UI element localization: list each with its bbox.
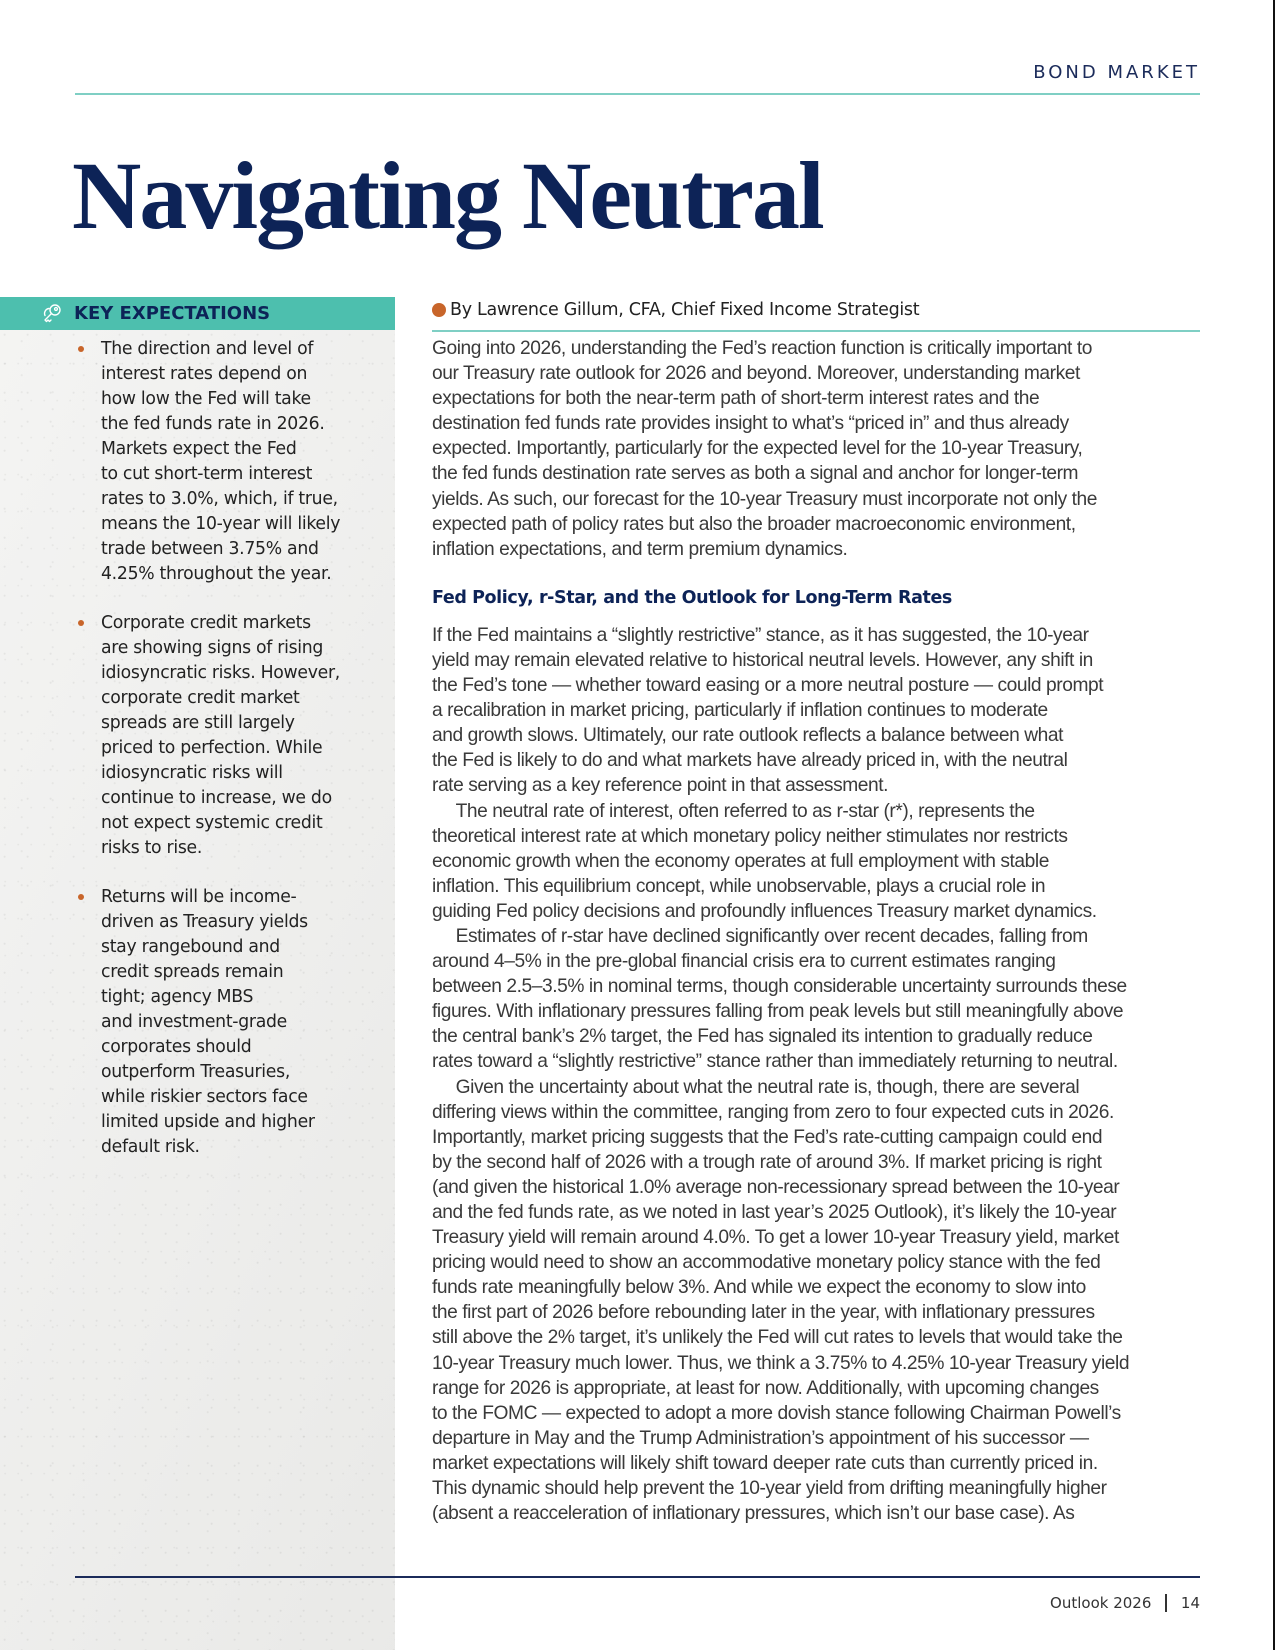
body-line: This dynamic should help prevent the 10-year yield from drifting meaningfully higher (432, 1477, 1107, 1500)
key-expectation-line: stay rangebound and (101, 937, 280, 957)
body-line: inflation expectations, and term premium dynamics. (432, 537, 848, 560)
body-line: the fed funds destination rate serves as both a signal and anchor for longer-term (432, 462, 1079, 485)
key-expectation-line: Corporate credit markets (101, 613, 311, 633)
key-expectations-header (0, 297, 395, 330)
body-line: our Treasury rate outlook for 2026 and beyond. Moreover, understanding market (432, 362, 1080, 385)
body-paragraph (432, 924, 1212, 1075)
body-line: expected. Importantly, particularly for the expected level for the 10-year Treasury, (432, 437, 1083, 460)
key-expectation-line: driven as Treasury yields (101, 912, 308, 932)
key-icon (40, 302, 64, 326)
section-label: BOND MARKET (1033, 62, 1200, 83)
body-paragraph (432, 623, 1212, 799)
key-expectation-line: Returns will be income- (101, 887, 297, 907)
key-expectation-line: Markets expect the Fed (101, 439, 297, 459)
key-expectation-line: corporate credit market (101, 688, 300, 708)
body-line: pricing would need to show an accommodative monetary policy stance with the fed (432, 1251, 1101, 1274)
section-subhead: Fed Policy, r-Star, and the Outlook for Long-Term Rates (432, 587, 952, 608)
bullet-icon (78, 894, 84, 900)
footer-rule (75, 1576, 1200, 1578)
key-expectation-line: rates to 3.0%, which, if true, (101, 489, 338, 509)
body-line: theoretical interest rate at which monetary policy neither stimulates nor restricts (432, 824, 1068, 847)
body-line: destination fed funds rate provides insight to what’s “priced in” and thus already (432, 412, 1069, 435)
key-expectations-sidebar (0, 297, 395, 1650)
key-expectations-title: KEY EXPECTATIONS (74, 303, 271, 324)
body-line: the first part of 2026 before rebounding later in the year, with inflationary pressures (432, 1301, 1095, 1324)
body-paragraph (432, 799, 1212, 924)
body-line: still above the 2% target, it’s unlikely the Fed will cut rates to levels that would take the (432, 1326, 1123, 1349)
key-expectations-list (0, 337, 395, 1184)
key-expectation-line: risks to rise. (101, 838, 203, 858)
key-expectation-line: idiosyncratic risks will (101, 763, 283, 783)
body-paragraph (432, 1075, 1212, 1527)
page-title: Navigating Neutral (72, 142, 823, 249)
body-line: between 2.5–3.5% in nominal terms, though considerable uncertainty surrounds these (432, 975, 1127, 998)
key-expectation-line: credit spreads remain (101, 962, 284, 982)
intro-paragraph (432, 336, 1212, 562)
body-line: and the fed funds rate, as we noted in last year’s 2025 Outlook), it’s likely the 10-year (432, 1201, 1117, 1223)
body-line: rates toward a “slightly restrictive” stance rather than immediately returning to neutral. (432, 1050, 1118, 1073)
publication-name: Outlook 2026 (1050, 1594, 1152, 1612)
key-expectation-line: not expect systemic credit (101, 813, 323, 833)
body-line: the central bank’s 2% target, the Fed has signaled its intention to gradually reduce (432, 1025, 1093, 1048)
body-line: funds rate meaningfully below 3%. And while we expect the economy to slow into (432, 1276, 1086, 1299)
body-line: figures. With inflationary pressures falling from peak levels but still meaningfully above (432, 1000, 1124, 1023)
key-expectation-line: and investment-grade (101, 1012, 287, 1032)
key-expectation-line: idiosyncratic risks. However, (101, 663, 340, 683)
body-line: departure in May and the Trump Administration’s appointment of his successor — (432, 1426, 1089, 1449)
top-rule (75, 93, 1200, 95)
key-expectation-line: The direction and level of (101, 339, 314, 359)
body-line: yields. As such, our forecast for the 10-year Treasury must incorporate not only the (432, 487, 1097, 510)
bullet-icon (78, 620, 84, 626)
key-expectation-line: 4.25% throughout the year. (101, 564, 332, 584)
body-line: inflation. This equilibrium concept, while unobservable, plays a crucial role in (432, 874, 1046, 897)
key-expectation-line: limited upside and higher (101, 1112, 315, 1132)
key-expectation-line: default risk. (101, 1137, 200, 1157)
key-expectation-line: while riskier sectors face (101, 1087, 308, 1107)
page-number: 14 (1180, 1594, 1200, 1612)
article-body (432, 336, 1212, 1526)
body-line: Treasury yield will remain around 4.0%. To get a lower 10-year Treasury yield, market (432, 1226, 1119, 1249)
body-line: market expectations will likely shift toward deeper rate cuts than currently priced in. (432, 1451, 1098, 1474)
byline-rule (432, 330, 1200, 332)
body-line: (and given the historical 1.0% average non-recessionary spread between the 10-year (432, 1175, 1120, 1198)
key-expectation-item (0, 611, 395, 861)
body-line: economic growth when the economy operates at full employment with stable (432, 849, 1049, 872)
byline (432, 300, 919, 320)
key-expectation-line: interest rates depend on (101, 364, 308, 384)
body-line: guiding Fed policy decisions and profoundly influences Treasury market dynamics. (432, 899, 1097, 922)
body-line: yield may remain elevated relative to historical neutral levels. However, any shift in (432, 648, 1093, 671)
key-expectation-line: corporates should (101, 1037, 252, 1057)
key-expectation-line: spreads are still largely (101, 713, 295, 733)
body-line: The neutral rate of interest, often referred to as r-star (r*), represents the (455, 799, 1035, 822)
body-line: differing views within the committee, ranging from zero to four expected cuts in 2026. (432, 1100, 1114, 1123)
key-expectation-item (0, 885, 395, 1160)
key-expectation-line: trade between 3.75% and (101, 539, 319, 559)
body-line: the Fed’s tone — whether toward easing or a more neutral posture — could prompt (432, 674, 1104, 697)
bullet-icon (78, 346, 84, 352)
key-expectation-line: the fed funds rate in 2026. (101, 414, 325, 434)
body-line: and growth slows. Ultimately, our rate outlook reflects a balance between what (432, 724, 1064, 747)
body-line: range for 2026 is appropriate, at least for now. Additionally, with upcoming changes (432, 1376, 1099, 1399)
body-line: expected path of policy rates but also the broader macroeconomic environment, (432, 512, 1076, 535)
body-line: to the FOMC — expected to adopt a more dovish stance following Chairman Powell’s (432, 1401, 1121, 1424)
body-line: rate serving as a key reference point in that assessment. (432, 774, 889, 797)
key-expectation-line: how low the Fed will take (101, 389, 311, 409)
body-line: Estimates of r-star have declined significantly over recent decades, falling from (455, 924, 1088, 947)
body-line: expectations for both the near-term path of short-term interest rates and the (432, 387, 1040, 410)
body-line: the Fed is likely to do and what markets have already priced in, with the neutral (432, 749, 1068, 772)
key-expectation-line: to cut short-term interest (101, 464, 313, 484)
footer-separator (1165, 1594, 1167, 1612)
body-line: Given the uncertainty about what the neutral rate is, though, there are several (455, 1075, 1080, 1098)
page-footer (1050, 1594, 1200, 1612)
key-expectation-line: are showing signs of rising (101, 638, 324, 658)
body-line: Importantly, market pricing suggests that the Fed’s rate-cutting campaign could end (432, 1125, 1103, 1148)
key-expectation-line: continue to increase, we do (101, 788, 332, 808)
key-expectation-line: tight; agency MBS (101, 987, 254, 1007)
body-line: around 4–5% in the pre-global financial crisis era to current estimates ranging (432, 950, 1056, 973)
key-expectation-line: outperform Treasuries, (101, 1062, 291, 1082)
body-line: Going into 2026, understanding the Fed’s reaction function is critically important to (432, 337, 1092, 359)
key-expectation-line: means the 10-year will likely (101, 514, 341, 534)
byline-text: By Lawrence Gillum, CFA, Chief Fixed Income Strategist (450, 300, 920, 320)
body-line: If the Fed maintains a “slightly restrictive” stance, as it has suggested, the 10-year (432, 623, 1089, 646)
body-line: by the second half of 2026 with a trough rate of around 3%. If market pricing is right (432, 1150, 1102, 1173)
key-expectation-item (0, 337, 395, 587)
body-line: (absent a reacceleration of inflationary pressures, which isn’t our base case). As (432, 1502, 1075, 1525)
body-line: 10-year Treasury much lower. Thus, we think a 3.75% to 4.25% 10-year Treasury yield (432, 1351, 1130, 1374)
byline-dot-icon (432, 303, 446, 317)
key-expectation-line: priced to perfection. While (101, 738, 323, 758)
body-line: a recalibration in market pricing, particularly if inflation continues to moderate (432, 699, 1048, 722)
